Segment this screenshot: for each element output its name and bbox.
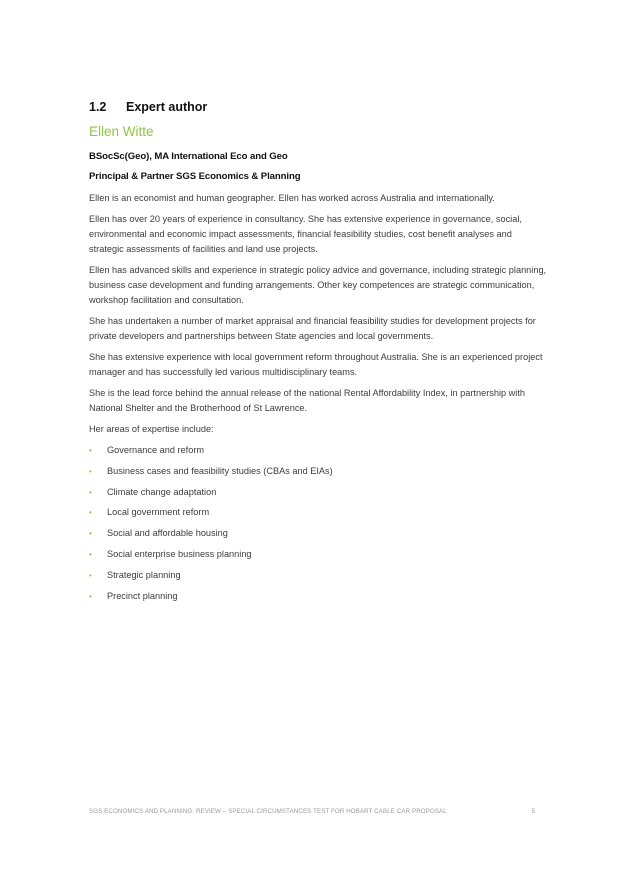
list-item-text: Climate change adaptation xyxy=(107,486,217,497)
paragraph: Ellen has advanced skills and experience in strategic policy advice and governance, including strategic planning, business case development and funding arrangements. Other key competences are strategic communication, workshop facilitation and consultation. xyxy=(89,265,547,305)
list-item xyxy=(89,568,549,583)
list-item xyxy=(89,443,549,458)
paragraph: She has undertaken a number of market appraisal and financial feasibility studies for development projects for private developers and partnerships between State agencies and local governments. xyxy=(89,316,536,341)
list-item xyxy=(89,547,549,562)
page-footer xyxy=(89,808,535,815)
list-item xyxy=(89,485,549,500)
bullet-icon: • xyxy=(89,446,92,455)
bullet-icon: • xyxy=(89,591,92,601)
section-title: Expert author xyxy=(126,100,208,114)
list-item xyxy=(89,589,549,604)
author-position: Principal & Partner SGS Economics & Planning xyxy=(89,171,301,182)
paragraph: She has extensive experience with local government reform throughout Australia. She is an experienced project manager and has successfully led various multidisciplinary teams. xyxy=(89,352,543,377)
expertise-list xyxy=(89,443,549,604)
list-item-text: Local government reform xyxy=(107,507,210,518)
bullet-icon: • xyxy=(89,466,92,476)
list-item xyxy=(89,505,549,520)
expertise-intro: Her areas of expertise include: xyxy=(89,424,214,434)
list-item-text: Social and affordable housing xyxy=(107,528,228,539)
section-number: 1.2 xyxy=(89,100,107,114)
list-item-text: Precinct planning xyxy=(107,590,178,601)
list-item xyxy=(89,526,549,541)
list-item-text: Strategic planning xyxy=(107,569,181,580)
footer-text: SGS ECONOMICS AND PLANNING: REVIEW – SPECIAL CIRCUMSTANCES TEST FOR HOBART CABLE CAR PROPOSAL xyxy=(89,808,447,815)
bullet-icon: • xyxy=(89,508,92,518)
page-number: 5 xyxy=(531,808,535,815)
list-item-text: Business cases and feasibility studies (CBAs and EIAs) xyxy=(107,465,333,476)
paragraph: Ellen has over 20 years of experience in consultancy. She has extensive experience in governance, social, environmental and economic impact assessments, financial feasibility studies, cost benefit analyses and strategic assessments of facilities and land use projects. xyxy=(89,214,522,254)
paragraph: She is the lead force behind the annual release of the national Rental Affordability Index, in partnership with National Shelter and the Brotherhood of St Lawrence. xyxy=(89,388,526,413)
bullet-icon: • xyxy=(89,529,92,539)
bullet-icon: • xyxy=(89,549,92,559)
list-item-text: Social enterprise business planning xyxy=(107,548,252,559)
bullet-icon: • xyxy=(89,570,92,580)
page-content xyxy=(89,100,549,609)
author-degrees: BSocSc(Geo), MA International Eco and Geo xyxy=(89,151,288,162)
paragraph: Ellen is an economist and human geographer. Ellen has worked across Australia and internationally. xyxy=(89,193,495,203)
list-item xyxy=(89,464,549,479)
bullet-icon: • xyxy=(89,487,92,497)
author-name: Ellen Witte xyxy=(89,124,154,139)
list-item-text: Governance and reform xyxy=(107,445,205,455)
section-heading xyxy=(89,100,549,114)
